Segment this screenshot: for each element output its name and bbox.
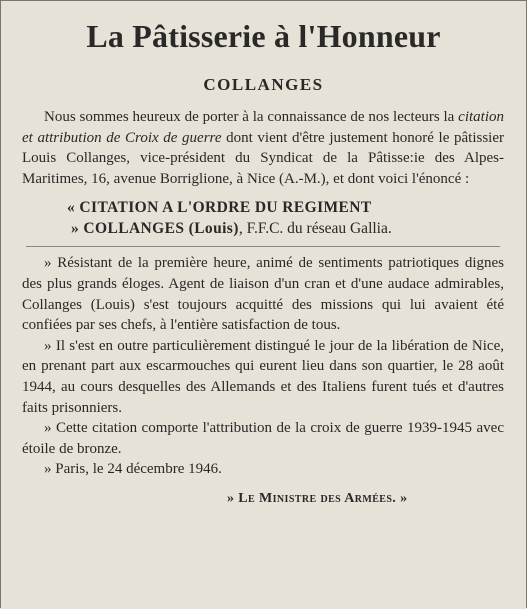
intro-text-end: dont vient d'être justement honoré le pâtissier Louis Collanges, vice-président du Syndicat de la Pâtisse:ie des Alpes-Maritimes, 16, avenue Borriglione, à Nice (A.-M.), et dont voici l'énoncé : [22, 129, 504, 187]
intro-italic-phrase: citation et attribution de Croix de guerre [22, 109, 504, 146]
citation-heading-block [22, 197, 504, 239]
citation-paragraph-1: » Résistant de la première heure, animé de sentiments patriotiques dignes des plus grands éloges. Agent de liaison d'un cran et d'une audace admirables, Collanges (Louis) s'est toujours acquitté des missions qui lui avaient été confiées par ses chefs, à l'entière satisfaction de tous. [22, 255, 504, 334]
signature: » Le Ministre des Armées. » [227, 490, 408, 506]
citation-name: » COLLANGES (Louis) [71, 220, 239, 238]
citation-heading: « CITATION A L'ORDRE DU REGIMENT [67, 199, 372, 217]
citation-text [22, 253, 504, 480]
citation-paragraph-2: » Il s'est en outre particulièrement distingué le jour de la libération de Nice, en prenant part aux escarmouches qui eurent lieu dans son quartier, le 28 août 1944, au cours desquelles des Allemands et des Italiens furent tués et d'autres faits prisonniers. [22, 337, 504, 416]
citation-name-line [22, 218, 504, 239]
article-subtitle: COLLANGES [203, 75, 324, 94]
citation-paragraph-4: » Paris, le 24 décembre 1946. [44, 461, 222, 478]
citation-name-suffix: , F.F.C. du réseau Gallia. [238, 220, 392, 238]
article-body [22, 107, 504, 510]
intro-paragraph [22, 107, 504, 189]
citation-paragraph-3: » Cette citation comporte l'attribution de la croix de guerre 1939-1945 avec étoile de bronze. [22, 420, 504, 457]
section-divider [26, 246, 500, 247]
intro-text-start: Nous sommes heureux de porter à la connaissance de nos lecteurs la [44, 109, 459, 125]
article-title: La Pâtisserie à l'Honneur [86, 18, 441, 54]
